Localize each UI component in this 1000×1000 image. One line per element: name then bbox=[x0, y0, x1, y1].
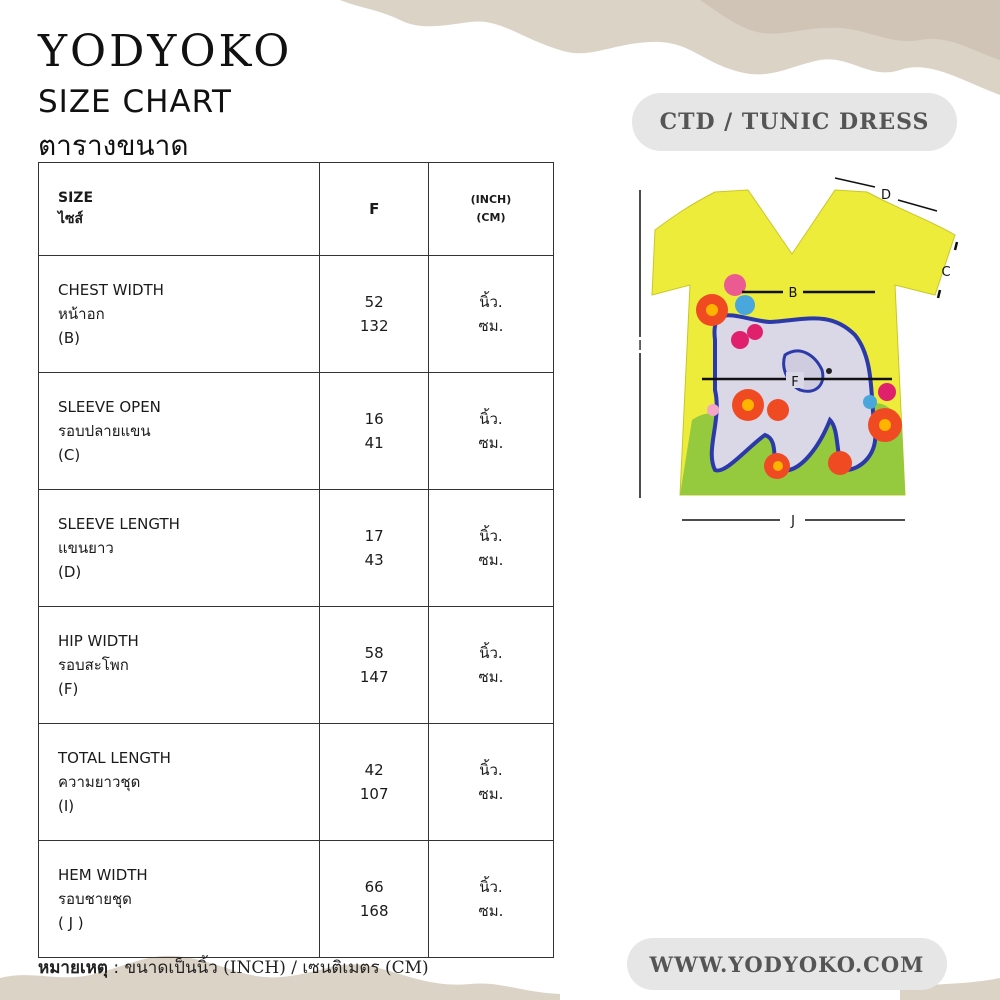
footnote-label: หมายเหตุ bbox=[38, 958, 108, 978]
measurement-code: (F) bbox=[58, 680, 79, 698]
header-size-cell bbox=[39, 163, 320, 256]
unit-cm: ซม. bbox=[478, 785, 504, 803]
dimension-label-b: B bbox=[788, 286, 798, 301]
measurement-name: SLEEVE OPEN bbox=[58, 398, 161, 416]
header-f-label: F bbox=[369, 200, 380, 218]
dimension-label-i: I bbox=[638, 339, 642, 354]
footnote-text: ขนาดเป็นนิ้ว (INCH) / เซนติเมตร (CM) bbox=[124, 958, 429, 978]
measurement-unit-cell bbox=[428, 490, 553, 607]
measurement-unit-cell bbox=[428, 256, 553, 373]
measurement-code: (B) bbox=[58, 329, 80, 347]
measurement-name: CHEST WIDTH bbox=[58, 281, 164, 299]
dimension-label-c: C bbox=[941, 265, 951, 280]
unit-inch: นิ้ว. bbox=[479, 644, 503, 662]
dimension-label-d: D bbox=[880, 188, 892, 203]
measurement-unit-cell bbox=[428, 373, 553, 490]
table-row bbox=[39, 607, 554, 724]
value-inch: 17 bbox=[364, 527, 384, 545]
header-size-label: SIZE bbox=[58, 190, 94, 206]
measurement-value-cell bbox=[320, 373, 428, 490]
value-inch: 66 bbox=[364, 878, 384, 896]
measurement-name-cell bbox=[39, 256, 320, 373]
table-row bbox=[39, 841, 554, 958]
unit-cm: ซม. bbox=[478, 902, 504, 920]
value-cm: 41 bbox=[364, 434, 384, 452]
table-row bbox=[39, 724, 554, 841]
measurement-name-thai: หน้าอก bbox=[58, 305, 105, 323]
dress-diagram bbox=[630, 170, 970, 530]
value-cm: 132 bbox=[359, 317, 389, 335]
header-unit-inch: (INCH) bbox=[470, 193, 512, 206]
table-row bbox=[39, 490, 554, 607]
measurement-name-thai: รอบสะโพก bbox=[58, 656, 129, 674]
value-inch: 52 bbox=[364, 293, 384, 311]
measurement-name-cell bbox=[39, 373, 320, 490]
measurement-value-cell bbox=[320, 841, 428, 958]
table-header-row bbox=[39, 163, 554, 256]
measurement-name: HIP WIDTH bbox=[58, 632, 139, 650]
header-unit-cm: (CM) bbox=[476, 211, 506, 224]
table-row bbox=[39, 373, 554, 490]
measurement-value-cell bbox=[320, 256, 428, 373]
dimension-label-j: J bbox=[791, 514, 795, 529]
measurement-name: TOTAL LENGTH bbox=[58, 749, 171, 767]
header-size-label-thai: ไซส์ bbox=[58, 211, 84, 227]
unit-cm: ซม. bbox=[478, 668, 504, 686]
value-cm: 107 bbox=[359, 785, 389, 803]
unit-cm: ซม. bbox=[478, 317, 504, 335]
measurement-name-cell bbox=[39, 841, 320, 958]
value-cm: 147 bbox=[359, 668, 389, 686]
value-cm: 168 bbox=[359, 902, 389, 920]
measurement-name-cell bbox=[39, 724, 320, 841]
dimension-label-f: F bbox=[791, 375, 799, 390]
value-cm: 43 bbox=[364, 551, 384, 569]
header-unit-cell bbox=[428, 163, 553, 256]
value-inch: 58 bbox=[364, 644, 384, 662]
measurement-unit-cell bbox=[428, 841, 553, 958]
unit-inch: นิ้ว. bbox=[479, 761, 503, 779]
measurement-name: HEM WIDTH bbox=[58, 866, 148, 884]
measurement-value-cell bbox=[320, 724, 428, 841]
unit-cm: ซม. bbox=[478, 551, 504, 569]
measurement-code: (D) bbox=[58, 563, 82, 581]
table-row bbox=[39, 256, 554, 373]
measurement-unit-cell bbox=[428, 724, 553, 841]
measurement-name-thai: ความยาวชุด bbox=[58, 773, 141, 791]
product-name-badge: CTD / TUNIC DRESS bbox=[632, 93, 957, 151]
unit-inch: นิ้ว. bbox=[479, 527, 503, 545]
unit-cm: ซม. bbox=[478, 434, 504, 452]
size-chart-title: SIZE CHART bbox=[38, 84, 232, 120]
measurement-name-thai: รอบปลายแขน bbox=[58, 422, 151, 440]
measurement-code: ( J ) bbox=[58, 914, 84, 932]
footnote bbox=[38, 954, 429, 981]
measurement-value-cell bbox=[320, 607, 428, 724]
unit-inch: นิ้ว. bbox=[479, 878, 503, 896]
header-f-cell bbox=[320, 163, 428, 256]
measurement-name-thai: รอบชายชุด bbox=[58, 890, 132, 908]
measurement-name: SLEEVE LENGTH bbox=[58, 515, 180, 533]
measurement-unit-cell bbox=[428, 607, 553, 724]
measurement-code: (C) bbox=[58, 446, 81, 464]
measurement-name-cell bbox=[39, 490, 320, 607]
unit-inch: นิ้ว. bbox=[479, 410, 503, 428]
footnote-separator: : bbox=[107, 958, 125, 978]
website-link[interactable]: WWW.YODYOKO.COM bbox=[627, 938, 947, 990]
measurement-code: (I) bbox=[58, 797, 75, 815]
value-inch: 42 bbox=[364, 761, 384, 779]
dress-illustration bbox=[630, 170, 970, 530]
value-inch: 16 bbox=[364, 410, 384, 428]
measurement-name-thai: แขนยาว bbox=[58, 539, 114, 557]
measurement-name-cell bbox=[39, 607, 320, 724]
size-chart-title-thai: ตารางขนาด bbox=[38, 129, 189, 162]
measurement-value-cell bbox=[320, 490, 428, 607]
size-table bbox=[38, 162, 554, 958]
brand-title: YODYOKO bbox=[38, 26, 293, 77]
unit-inch: นิ้ว. bbox=[479, 293, 503, 311]
